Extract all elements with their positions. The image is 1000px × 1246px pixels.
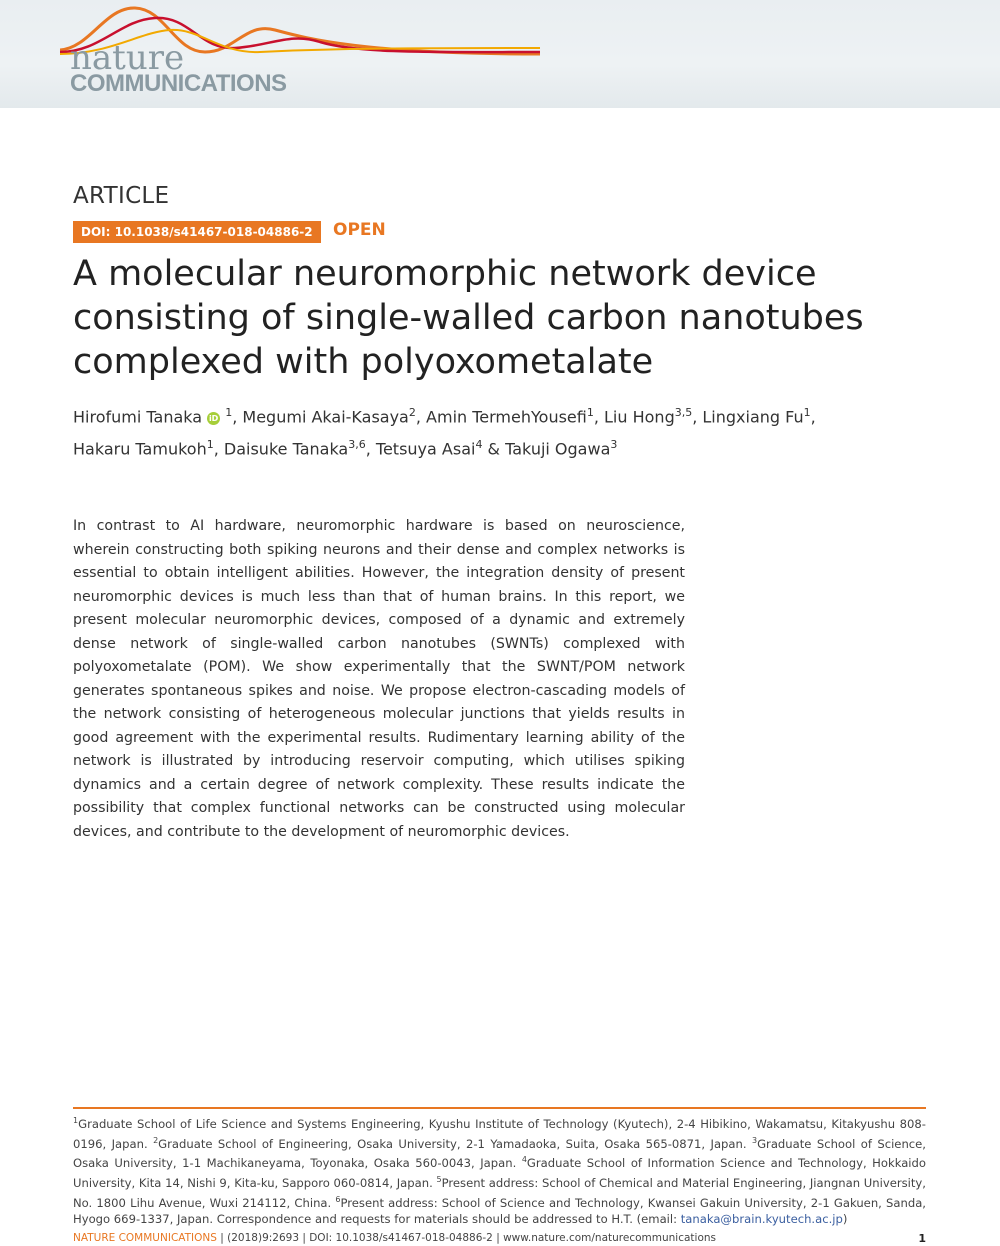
author-affiliation-sup: 3,6 (348, 438, 366, 452)
author-separator: , (232, 407, 243, 427)
affiliation-text: Present address: School of Science and Technology, Kwansei Gakuin University, 2-1 Gakuen, Sanda, Hyogo 669-1337, Japan. (73, 1195, 926, 1227)
affiliation-text: Graduate School of Life Science and Systems Engineering, Kyushu Institute of Technology (Kyutech), 2-4 Hibikino, Wakamatsu, Kitakyushu 808-0196, Japan. (73, 1116, 926, 1151)
author-name: Daisuke Tanaka (223, 439, 349, 459)
author-affiliation-sup: 1 (803, 406, 811, 419)
abstract: In contrast to AI hardware, neuromorphic hardware is based on neuroscience, wherein constructing both spiking neurons and their dense and complex networks is essential to obtain intelligent abilities. However, the integration density of present neuromorphic devices is much less than that of human brains. In this report, we present molecular neuromorphic devices, composed of a dynamic and extremely dense network of single-walled carbon nanotubes (SWNTs) complexed with polyoxometalate (POM). We show experimentally that the SWNT/POM network generates spontaneous spikes and noise. We propose electron-cascading models of the network consisting of heterogeneous molecular junctions that yields results in good agreement with the experimental results. Rudimentary learning ability of the network is illustrated by introducing reservoir computing, which utilises spiking dynamics and a certain degree of network complexity. These results indicate the possibility that complex functional networks can be constructed using molecular devices, and contribute to the development of neuromorphic devices. (73, 518, 685, 840)
author-name: Megumi Akai-Kasaya (242, 407, 409, 427)
author-name: Liu Hong (604, 407, 675, 427)
open-access-label: OPEN (333, 220, 386, 240)
affiliation-text: Present address: School of Chemical and Material Engineering, Jiangnan University, No. 1800 Lihu Avenue, Wuxi 214112, China. (73, 1175, 926, 1210)
affiliation-sup: 5 (436, 1174, 442, 1184)
journal-header-band (0, 0, 1000, 108)
author-name: Tetsuya Asai (375, 439, 476, 459)
affiliation-sup: 3 (751, 1135, 758, 1145)
author-separator: , (213, 439, 224, 459)
author-separator: , (692, 407, 703, 427)
author-affiliation-sup: 1 (586, 406, 594, 419)
affiliation-text: Graduate School of Science, Osaka University, 1-1 Machikaneyama, Toyonaka, Osaka 560-0043, Japan. (73, 1136, 926, 1171)
page-footer (73, 1232, 926, 1244)
author-name: Lingxiang Fu (702, 407, 804, 427)
affiliation-text: Graduate School of Engineering, Osaka University, 2-1 Yamadaoka, Suita, Osaka 565-0871, Japan. (158, 1136, 752, 1151)
footer-journal-name: NATURE COMMUNICATIONS (73, 1232, 217, 1244)
author-separator: , (810, 407, 816, 427)
doi-badge[interactable]: DOI: 10.1038/s41467-018-04886-2 (73, 221, 321, 243)
article-title: A molecular neuromorphic network device consisting of single-walled carbon nanotubes complexed with polyoxometalate (73, 254, 864, 382)
author-separator: , (415, 407, 427, 427)
affiliation-sup: 6 (335, 1194, 341, 1204)
author-list (73, 399, 893, 464)
author-affiliation-sup: 2 (408, 406, 416, 419)
footnote-divider (73, 1107, 926, 1109)
logo-communications-text: COMMUNICATIONS (70, 70, 287, 97)
article-type-label: ARTICLE (73, 183, 170, 209)
author-affiliation-sup: 1 (225, 406, 233, 419)
author-name: Hirofumi Tanaka (73, 407, 203, 427)
correspondence-text: Correspondence and requests for materials should be addressed to H.T. (email: (216, 1212, 681, 1227)
page-number: 1 (918, 1232, 926, 1245)
author-name: Hakaru Tamukoh (73, 439, 207, 459)
logo-nature-text: nature (70, 38, 185, 78)
author-separator: & (482, 439, 506, 459)
author-affiliation-sup: 1 (206, 438, 214, 452)
affiliation-sup: 4 (521, 1155, 527, 1165)
correspondence-email-link[interactable]: tanaka@brain.kyutech.ac.jp (680, 1212, 843, 1227)
author-name: Amin TermehYousefi (426, 407, 587, 427)
author-name: Takuji Ogawa (505, 439, 611, 459)
author-affiliation-sup: 3,5 (674, 406, 693, 419)
author-separator: , (593, 407, 605, 427)
correspondence-end: ) (842, 1212, 848, 1227)
author-affiliation-sup: 3 (610, 438, 618, 452)
affiliations (73, 1113, 926, 1228)
author-affiliation-sup: 4 (475, 438, 483, 452)
orcid-icon[interactable]: iD (208, 414, 219, 424)
author-separator: , (365, 439, 376, 459)
affiliation-sup: 2 (153, 1135, 159, 1145)
footer-details: | (2018)9:2693 | DOI: 10.1038/s41467-018-04886-2 | www.nature.com/naturecommunications (216, 1232, 716, 1244)
affiliation-sup: 1 (73, 1116, 79, 1125)
affiliation-text: Graduate School of Information Science and Technology, Hokkaido University, Kita 14, Nishi 9, Kita-ku, Sapporo 060-0814, Japan. (73, 1156, 926, 1190)
